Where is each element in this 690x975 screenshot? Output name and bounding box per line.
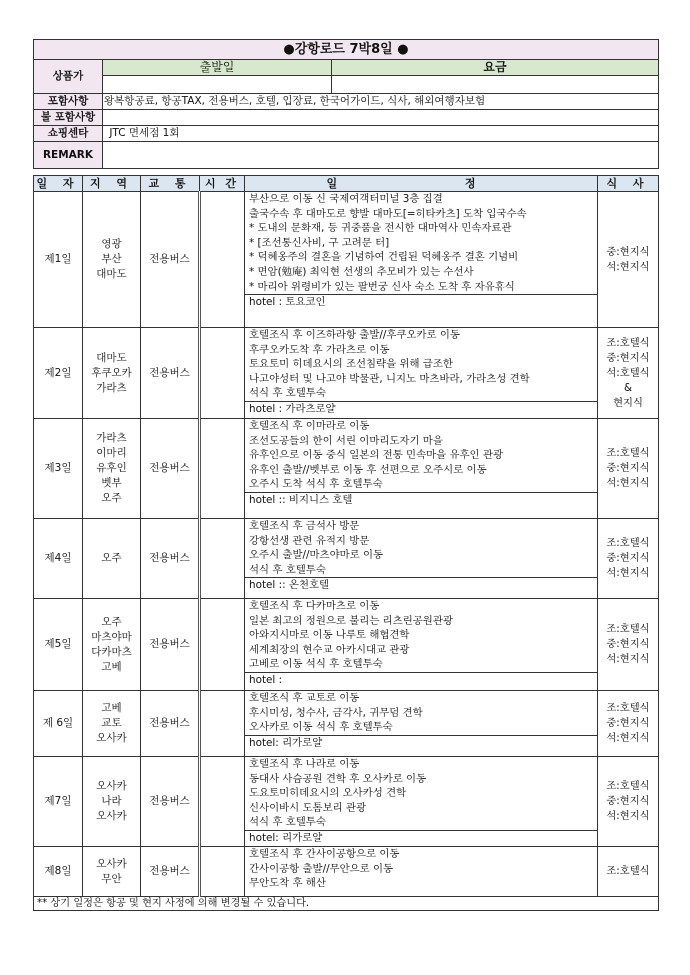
schedule-line: * [조선통신사비, 구 고려문 터] bbox=[249, 236, 390, 249]
region-cell bbox=[83, 847, 141, 897]
schedule-line: * 면암(勉庵) 최익현 선생의 추모비가 있는 수선사 bbox=[249, 265, 474, 278]
schedule-line: 나고야성터 및 나고야 박물관, 니지노 마츠바라, 가라츠성 견학 bbox=[249, 372, 530, 385]
hotel-name: hotel : 가라츠로얄 bbox=[245, 401, 597, 416]
hotel-name: hotel : 토요코인 bbox=[245, 294, 597, 309]
region-cell bbox=[83, 599, 141, 691]
region-cell bbox=[83, 328, 141, 419]
day-row bbox=[34, 519, 659, 599]
meal-item: 조:호텔식 bbox=[606, 537, 650, 549]
time-cell bbox=[200, 847, 245, 897]
product-price-label: 상품가 bbox=[34, 60, 103, 94]
schedule-line: 조선도공들의 한이 서린 이마리도자기 마을 bbox=[249, 434, 443, 447]
day-label: 제 6일 bbox=[34, 691, 83, 757]
meal-item: 중:현지식 bbox=[606, 717, 650, 729]
schedule-line: 호텔조식 후 이즈하라항 출발//후쿠오카로 이동 bbox=[249, 329, 460, 341]
schedule-line: 무안도착 후 해산 bbox=[249, 877, 326, 890]
region-name: 오주 bbox=[101, 615, 122, 628]
meals-cell bbox=[598, 757, 659, 847]
remark-value bbox=[103, 142, 659, 169]
transport-cell: 전용버스 bbox=[141, 599, 200, 691]
region-name: 오주 bbox=[101, 492, 122, 504]
schedule-lines bbox=[249, 519, 597, 577]
schedule-cell bbox=[245, 328, 598, 419]
schedule-cell bbox=[245, 691, 598, 757]
meals-cell bbox=[598, 328, 659, 419]
header-schedule: 일 정 bbox=[245, 176, 598, 192]
meal-item: 조:호텔식 bbox=[606, 336, 650, 349]
included-label: 포함사항 bbox=[34, 94, 103, 110]
day-row bbox=[34, 599, 659, 691]
meal-item: 중:현지식 bbox=[606, 638, 650, 650]
itinerary-document bbox=[33, 39, 658, 911]
shopping-label: 쇼핑센타 bbox=[34, 126, 103, 142]
region-name: 영광 bbox=[101, 238, 122, 250]
meal-item: 중:현지식 bbox=[606, 462, 650, 474]
schedule-line: 석식 후 호텔투숙 bbox=[249, 563, 326, 576]
time-cell bbox=[200, 757, 245, 847]
schedule-line: 호텔조식 후 다카마츠로 이동 bbox=[249, 600, 380, 612]
product-info-table bbox=[33, 39, 659, 169]
schedule-cell bbox=[245, 847, 598, 897]
meals-cell bbox=[598, 519, 659, 599]
transport-cell: 전용버스 bbox=[141, 757, 200, 847]
day-label: 제1일 bbox=[34, 192, 83, 328]
schedule-line: 일본 최고의 정원으로 불리는 리츠린공원관광 bbox=[249, 614, 453, 627]
meal-item: 조:호텔식 bbox=[606, 702, 650, 714]
hotel-name: hotel: 리가로얄 bbox=[245, 735, 597, 750]
schedule-line: 강항선생 관련 유적지 방문 bbox=[249, 534, 370, 547]
schedule-lines bbox=[249, 192, 597, 294]
time-cell bbox=[200, 419, 245, 519]
meal-item: 석:현지식 bbox=[606, 810, 650, 822]
region-cell bbox=[83, 419, 141, 519]
day-label: 제3일 bbox=[34, 419, 83, 519]
hotel-name: hotel : bbox=[245, 672, 597, 687]
transport-cell: 전용버스 bbox=[141, 419, 200, 519]
schedule-line: 호텔조식 후 이마라로 이동 bbox=[249, 420, 370, 432]
header-date: 일 자 bbox=[34, 176, 83, 192]
region-cell bbox=[83, 519, 141, 599]
schedule-line: * 도내의 문화재, 등 귀중품을 전시한 대마역사 민속자료관 bbox=[249, 222, 512, 235]
region-name: 가라츠 bbox=[96, 432, 127, 444]
day-row bbox=[34, 847, 659, 897]
region-name: 무안 bbox=[101, 872, 122, 885]
fee-header: 요금 bbox=[332, 60, 659, 76]
schedule-cell bbox=[245, 419, 598, 519]
meal-item: 중:현지식 bbox=[606, 795, 650, 807]
schedule-line: 유후인 출발//벳부로 이동 후 선편으로 오주시로 이동 bbox=[249, 463, 487, 476]
schedule-lines bbox=[249, 847, 597, 891]
region-name: 유후인 bbox=[96, 462, 127, 474]
schedule-lines bbox=[249, 757, 597, 830]
meal-item: 석:현지식 bbox=[606, 567, 650, 579]
schedule-line: 토요토미 히데요시의 조선침략을 위해 급조한 bbox=[249, 358, 453, 371]
meals-cell bbox=[598, 192, 659, 328]
region-name: 고베 bbox=[101, 702, 122, 714]
schedule-line: 호텔조식 후 나라로 이동 bbox=[249, 758, 360, 770]
region-name: 마츠야마 bbox=[91, 630, 132, 643]
schedule-line: 오주시 도착 석식 후 호텔투숙 bbox=[249, 478, 383, 491]
region-name: 다카마츠 bbox=[91, 645, 132, 658]
transport-cell: 전용버스 bbox=[141, 192, 200, 328]
region-name: 교토 bbox=[101, 717, 122, 729]
hotel-name: hotel: 리가로얄 bbox=[245, 830, 597, 845]
time-cell bbox=[200, 691, 245, 757]
time-cell bbox=[200, 519, 245, 599]
header-transport: 교 통 bbox=[141, 176, 200, 192]
schedule-line: * 덕혜옹주의 결혼을 기념하여 건립된 덕혜옹주 결혼 기념비 bbox=[249, 251, 519, 264]
remark-label: REMARK bbox=[34, 142, 103, 169]
not-included-value bbox=[103, 110, 659, 126]
hotel-name: hotel :: 비지니스 호텔 bbox=[245, 492, 597, 507]
schedule-line: 고베로 이동 석식 후 호텔투숙 bbox=[249, 658, 383, 671]
region-name: 오사카 bbox=[96, 857, 127, 870]
departure-date-header: 출발일 bbox=[103, 60, 332, 76]
meal-item: 석:현지식 bbox=[606, 477, 650, 489]
meals-cell bbox=[598, 599, 659, 691]
transport-cell: 전용버스 bbox=[141, 328, 200, 419]
schedule-line: 석식 후 호텔투숙 bbox=[249, 816, 326, 829]
schedule-line: 세계최장의 현수교 아카시대교 관광 bbox=[249, 643, 410, 656]
meal-item: 석:호텔식 bbox=[606, 366, 650, 379]
region-name: 오사카 bbox=[96, 732, 127, 744]
hotel-name: hotel :: 온천호텔 bbox=[245, 577, 597, 592]
schedule-lines bbox=[249, 328, 597, 401]
itinerary-table bbox=[33, 175, 659, 911]
schedule-cell bbox=[245, 599, 598, 691]
schedule-line: 동대사 사슴공원 견학 후 오사카로 이동 bbox=[249, 772, 427, 785]
meal-item: 조:호텔식 bbox=[606, 865, 650, 877]
schedule-line: 오사카로 이동 석식 후 호텔투숙 bbox=[249, 721, 393, 734]
header-meals: 식 사 bbox=[598, 176, 659, 192]
day-row bbox=[34, 192, 659, 328]
schedule-cell bbox=[245, 757, 598, 847]
day-row bbox=[34, 691, 659, 757]
region-name: 오사카 bbox=[96, 810, 127, 822]
transport-cell: 전용버스 bbox=[141, 691, 200, 757]
meals-cell bbox=[598, 691, 659, 757]
region-name: 벳부 bbox=[101, 477, 122, 489]
meal-item: 석:현지식 bbox=[606, 732, 650, 744]
schedule-line: 간사이공항 출발//무안으로 이동 bbox=[249, 862, 394, 875]
time-cell bbox=[200, 192, 245, 328]
schedule-line: 도요토미히데요시의 오사카성 견학 bbox=[249, 787, 407, 800]
meals-cell bbox=[598, 847, 659, 897]
schedule-line: * 마리아 위령비가 있는 팔번궁 신사 숙소 도착 후 자유휴식 bbox=[249, 280, 515, 293]
day-label: 제4일 bbox=[34, 519, 83, 599]
day-label: 제5일 bbox=[34, 599, 83, 691]
schedule-line: 호텔조식 후 교토로 이동 bbox=[249, 692, 360, 704]
schedule-line: 후시미성, 청수사, 금각사, 귀무덤 견학 bbox=[249, 706, 423, 719]
page-title: ●강항로드 7박8일 ● bbox=[34, 40, 659, 60]
day-row bbox=[34, 419, 659, 519]
meal-item: 현지식 bbox=[613, 396, 643, 409]
footnote: ** 상기 일정은 항공 및 현지 사정에 의해 변경될 수 있습니다. bbox=[34, 897, 659, 911]
region-name: 대마도 bbox=[96, 351, 127, 364]
schedule-line: 오주시 출발//마츠야마로 이동 bbox=[249, 549, 384, 562]
day-row bbox=[34, 328, 659, 419]
region-name: 부산 bbox=[101, 253, 122, 265]
header-region: 지 역 bbox=[83, 176, 141, 192]
day-label: 제8일 bbox=[34, 847, 83, 897]
fee-value bbox=[332, 76, 659, 94]
region-cell bbox=[83, 757, 141, 847]
header-time: 시 간 bbox=[200, 176, 245, 192]
schedule-line: 호텔조식 후 금석사 방문 bbox=[249, 520, 360, 532]
region-name: 대마도 bbox=[96, 268, 127, 280]
day-label: 제7일 bbox=[34, 757, 83, 847]
meal-item: 중:현지식 bbox=[606, 245, 650, 258]
schedule-line: 부산으로 이동 신 국제여객터미널 3층 집결 bbox=[249, 193, 443, 205]
schedule-line: 석식 후 호텔투숙 bbox=[249, 387, 326, 400]
region-name: 고베 bbox=[101, 660, 122, 673]
schedule-line: 신사이바시 도톰보리 관광 bbox=[249, 801, 367, 814]
region-name: 가라츠 bbox=[96, 381, 127, 394]
day-label: 제2일 bbox=[34, 328, 83, 419]
meals-cell bbox=[598, 419, 659, 519]
meal-item: 조:호텔식 bbox=[606, 447, 650, 459]
meal-item: 석:현지식 bbox=[606, 653, 650, 665]
region-name: 오주 bbox=[101, 552, 122, 564]
time-cell bbox=[200, 599, 245, 691]
meal-item: 조:호텔식 bbox=[606, 780, 650, 792]
region-name: 이마리 bbox=[96, 447, 127, 459]
schedule-cell bbox=[245, 519, 598, 599]
transport-cell: 전용버스 bbox=[141, 519, 200, 599]
meal-item: 조:호텔식 bbox=[606, 623, 650, 635]
meal-item: 석:현지식 bbox=[606, 260, 650, 273]
region-name: 나라 bbox=[101, 795, 122, 807]
schedule-lines bbox=[249, 691, 597, 735]
schedule-lines bbox=[249, 419, 597, 492]
region-cell bbox=[83, 691, 141, 757]
region-name: 오사카 bbox=[96, 780, 127, 792]
schedule-lines bbox=[249, 599, 597, 672]
schedule-line: 유후인으로 이동 중식 일본의 전통 민속마을 유후인 관광 bbox=[249, 449, 503, 462]
shopping-value: JTC 면세점 1회 bbox=[103, 126, 659, 142]
schedule-line: 아와지시마로 이동 나루토 해협견학 bbox=[249, 629, 410, 642]
time-cell bbox=[200, 328, 245, 419]
schedule-line: 출국수속 후 대마도로 향발 대마도[=히타카츠] 도착 입국수속 bbox=[249, 207, 527, 220]
meal-item: & bbox=[623, 381, 633, 394]
schedule-line: 후쿠오카도착 후 가라츠로 이동 bbox=[249, 343, 390, 356]
meal-item: 중:현지식 bbox=[606, 552, 650, 564]
schedule-line: 호텔조식 후 간사이공항으로 이동 bbox=[249, 848, 400, 860]
included-value: 왕복항공료, 항공TAX, 전용버스, 호텔, 입장료, 한국어가이드, 식사, 해외여행자보험 bbox=[103, 94, 659, 110]
schedule-cell bbox=[245, 192, 598, 328]
region-name: 후쿠오카 bbox=[91, 366, 132, 379]
day-row bbox=[34, 757, 659, 847]
departure-date-value bbox=[103, 76, 332, 94]
region-cell bbox=[83, 192, 141, 328]
meal-item: 중:현지식 bbox=[606, 351, 650, 364]
transport-cell: 전용버스 bbox=[141, 847, 200, 897]
not-included-label: 불 포함사항 bbox=[34, 110, 103, 126]
